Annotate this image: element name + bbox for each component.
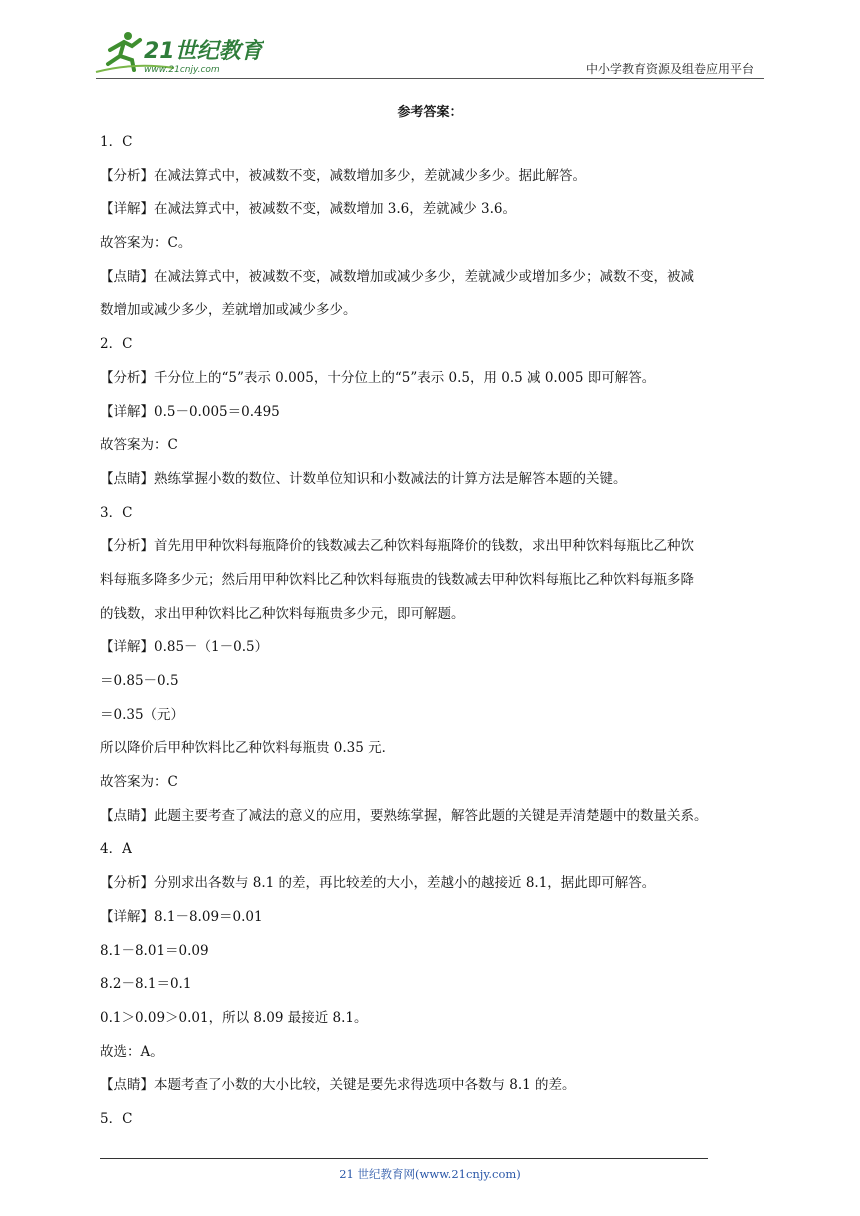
text-line: 故答案为：C — [100, 437, 178, 454]
text-line: 【分析】在减法算式中，被减数不变，减数增加多少，差就减少多少。据此解答。 — [100, 167, 586, 184]
svg-text:www.21cnjy.com: www.21cnjy.com — [144, 65, 220, 75]
text-line: ＝0.35（元） — [100, 706, 185, 723]
text-line: 【点睛】此题主要考查了减法的意义的应用，要熟练掌握，解答此题的关键是弄清楚题中的数量关系。 — [100, 807, 708, 824]
page-footer[interactable]: 21 世纪教育网(www.21cnjy.com) — [339, 1167, 521, 1181]
text-line: 【详解】0.5－0.005＝0.495 — [100, 403, 280, 420]
text-line: 4．A — [100, 841, 132, 858]
page-header — [0, 0, 860, 82]
text-line: 8.1－8.01＝0.09 — [100, 942, 209, 959]
logo — [94, 28, 264, 76]
text-line: 【详解】0.85－（1－0.5） — [100, 639, 269, 656]
answer-content — [100, 126, 766, 1137]
text-line: 5．C — [100, 1110, 133, 1127]
runner-logo-icon — [94, 28, 264, 76]
text-line: 3．C — [100, 504, 133, 521]
text-line: 故答案为：C。 — [100, 235, 192, 252]
header-divider — [96, 78, 764, 79]
text-line: 【详解】8.1－8.09＝0.01 — [100, 908, 263, 925]
text-line: 的钱数，求出甲种饮料比乙种饮料每瓶贵多少元，即可解题。 — [100, 605, 465, 622]
text-line: 【分析】分别求出各数与 8.1 的差，再比较差的大小，差越小的越接近 8.1，据此即可解答。 — [100, 875, 656, 892]
text-line: 【分析】千分位上的“5”表示 0.005，十分位上的“5”表示 0.5，用 0.5 减 0.005 即可解答。 — [100, 369, 656, 386]
text-line: 【分析】首先用甲种饮料每瓶降价的钱数减去乙种饮料每瓶降价的钱数，求出甲种饮料每瓶比乙种饮 — [100, 538, 694, 555]
text-line: 0.1＞0.09＞0.01，所以 8.09 最接近 8.1。 — [100, 1009, 368, 1026]
text-line: 数增加或减少多少，差就增加或减少多少。 — [100, 302, 357, 319]
text-line: 故答案为：C — [100, 774, 178, 791]
text-line: 故选：A。 — [100, 1043, 164, 1060]
text-line: 【点睛】本题考查了小数的大小比较，关键是要先求得选项中各数与 8.1 的差。 — [100, 1077, 576, 1094]
platform-name: 中小学教育资源及组卷应用平台 — [585, 62, 754, 76]
svg-text:21世纪教育: 21世纪教育 — [144, 39, 263, 64]
text-line: 【点睛】熟练掌握小数的数位、计数单位知识和小数减法的计算方法是解答本题的关键。 — [100, 470, 627, 487]
page-title: 参考答案： — [397, 105, 463, 120]
footer-divider — [100, 1158, 708, 1159]
text-line: 所以降价后甲种饮料比乙种饮料每瓶贵 0.35 元． — [100, 740, 396, 757]
text-line: 1．C — [100, 134, 133, 150]
text-line: 【详解】在减法算式中，被减数不变，减数增加 3.6，差就减少 3.6。 — [100, 201, 517, 218]
text-line: 料每瓶多降多少元；然后用甲种饮料比乙种饮料每瓶贵的钱数减去甲种饮料每瓶比乙种饮料每瓶多降 — [100, 571, 694, 588]
text-line: 8.2－8.1＝0.1 — [100, 976, 192, 993]
text-line: 2．C — [100, 336, 133, 353]
text-line: 【点睛】在减法算式中，被减数不变，减数增加或减少多少，差就减少或增加多少；减数不变，被减 — [100, 268, 694, 285]
text-line: ＝0.85－0.5 — [100, 673, 179, 689]
